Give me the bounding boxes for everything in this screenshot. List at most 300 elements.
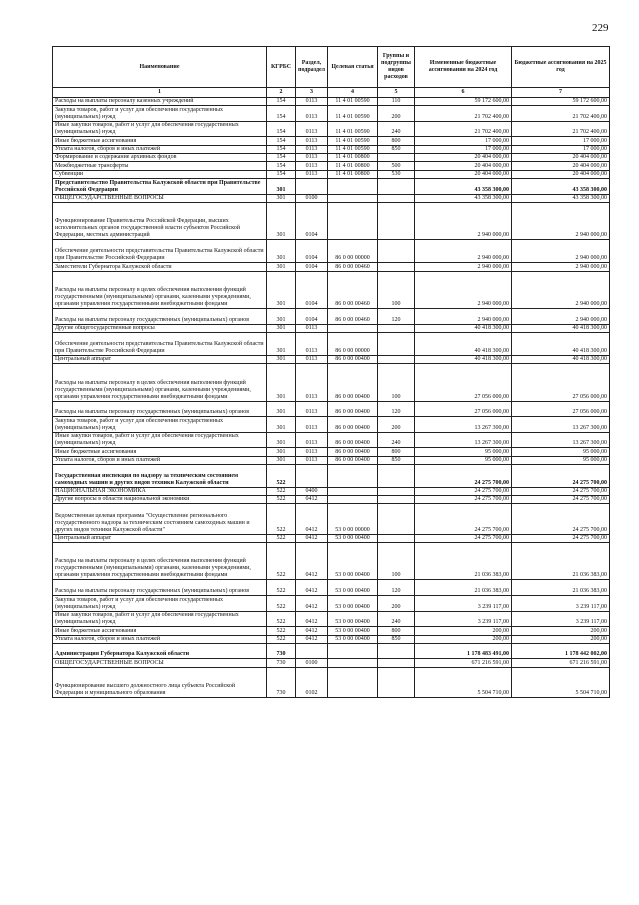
cell-section: 0113 (296, 324, 328, 332)
cell-group: 850 (378, 635, 415, 643)
cell-name: Расходы на выплаты персоналу государственных (муниципальных) органов (53, 309, 267, 325)
cell-amount-2025: 95 000,00 (512, 448, 610, 456)
cell-amount-2025: 1 178 442 002,00 (512, 643, 610, 659)
cell-kgrbs: 154 (267, 154, 296, 162)
cell-section: 0113 (296, 401, 328, 417)
cell-target: 11 4 01 00800 (328, 154, 378, 162)
cell-name: Уплата налогов, сборов и иных платежей (53, 635, 267, 643)
cell-amount-2024: 671 216 591,00 (415, 659, 512, 667)
col-index: 7 (512, 88, 610, 98)
cell-amount-2024: 24 275 700,00 (415, 487, 512, 495)
cell-amount-2024: 17 000,00 (415, 145, 512, 153)
cell-amount-2024: 24 275 700,00 (415, 465, 512, 488)
cell-group: 200 (378, 417, 415, 433)
cell-name: Расходы на выплаты персоналу государственных (муниципальных) органов (53, 401, 267, 417)
cell-amount-2025: 2 940 000,00 (512, 202, 610, 240)
cell-section: 0113 (296, 170, 328, 178)
cell-name: Обеспечение деятельности представительства Правительства Калужской области при Правительстве Российской Федерации (53, 240, 267, 263)
cell-name: Расходы на выплаты персоналу в целях обеспечения выполнения функций государственными (муниципальными) органами, казенными учреждениями, органами управления государственными внебюджетными фондами (53, 542, 267, 580)
cell-section: 0412 (296, 504, 328, 534)
cell-amount-2024: 200,00 (415, 635, 512, 643)
cell-amount-2024: 2 940 000,00 (415, 202, 512, 240)
cell-amount-2025: 200,00 (512, 627, 610, 635)
cell-amount-2024: 2 940 000,00 (415, 271, 512, 309)
cell-section: 0113 (296, 364, 328, 402)
cell-group (378, 332, 415, 355)
cell-target: 53 0 00 00000 (328, 504, 378, 534)
cell-target: 53 0 00 00400 (328, 534, 378, 542)
col-header-2024: Измененные бюджетные ассигнования на 2024 год (415, 47, 512, 88)
cell-name: НАЦИОНАЛЬНАЯ ЭКОНОМИКА (53, 487, 267, 495)
cell-target: 53 0 00 00400 (328, 635, 378, 643)
cell-target: 53 0 00 00400 (328, 542, 378, 580)
cell-target (328, 324, 378, 332)
cell-section: 0104 (296, 309, 328, 325)
cell-target (328, 659, 378, 667)
cell-amount-2025: 17 000,00 (512, 145, 610, 153)
cell-kgrbs: 301 (267, 202, 296, 240)
cell-amount-2024: 20 404 000,00 (415, 154, 512, 162)
table-row (53, 456, 610, 464)
cell-group (378, 659, 415, 667)
cell-name: Уплата налогов, сборов и иных платежей (53, 456, 267, 464)
cell-target (328, 178, 378, 194)
cell-target: 11 4 01 00800 (328, 170, 378, 178)
cell-name: Обеспечение деятельности представительства Правительства Калужской области при Правительстве Российской Федерации (53, 332, 267, 355)
col-header-group: Группы и подгруппы видов расходов (378, 47, 415, 88)
cell-amount-2025: 2 940 000,00 (512, 263, 610, 271)
table-row (53, 611, 610, 627)
cell-group: 100 (378, 271, 415, 309)
cell-amount-2024: 21 036 383,00 (415, 580, 512, 596)
cell-kgrbs: 301 (267, 271, 296, 309)
col-header-target: Целевая статья (328, 47, 378, 88)
cell-target (328, 643, 378, 659)
cell-section: 0104 (296, 240, 328, 263)
table-row (53, 465, 610, 488)
cell-group: 850 (378, 145, 415, 153)
cell-section (296, 643, 328, 659)
cell-target: 53 0 00 00400 (328, 580, 378, 596)
cell-amount-2025: 21 036 383,00 (512, 542, 610, 580)
cell-target: 11 4 01 00590 (328, 121, 378, 137)
cell-group (378, 178, 415, 194)
cell-target: 86 0 00 00400 (328, 401, 378, 417)
table-row (53, 121, 610, 137)
cell-amount-2025: 24 275 700,00 (512, 465, 610, 488)
cell-group: 200 (378, 596, 415, 612)
cell-group: 500 (378, 162, 415, 170)
cell-group (378, 643, 415, 659)
cell-group (378, 355, 415, 363)
cell-group: 800 (378, 448, 415, 456)
table-row (53, 263, 610, 271)
cell-group: 800 (378, 627, 415, 635)
cell-amount-2024: 43 358 300,00 (415, 194, 512, 202)
cell-group (378, 154, 415, 162)
cell-amount-2024: 20 404 000,00 (415, 170, 512, 178)
table-row (53, 309, 610, 325)
cell-amount-2025: 13 267 300,00 (512, 432, 610, 448)
cell-kgrbs: 154 (267, 137, 296, 145)
cell-name: Центральный аппарат (53, 355, 267, 363)
cell-section: 0113 (296, 106, 328, 122)
table-row (53, 635, 610, 643)
cell-section: 0113 (296, 456, 328, 464)
cell-amount-2025: 24 275 700,00 (512, 504, 610, 534)
cell-name: Межбюджетные трансферты (53, 162, 267, 170)
cell-group (378, 465, 415, 488)
cell-amount-2024: 21 036 383,00 (415, 542, 512, 580)
table-row (53, 534, 610, 542)
cell-group: 110 (378, 98, 415, 106)
cell-section: 0113 (296, 154, 328, 162)
cell-section (296, 465, 328, 488)
cell-amount-2025: 2 940 000,00 (512, 309, 610, 325)
cell-name: Другие вопросы в области национальной экономики (53, 496, 267, 504)
cell-target: 86 0 00 00000 (328, 240, 378, 263)
table-row (53, 643, 610, 659)
cell-kgrbs: 154 (267, 145, 296, 153)
cell-amount-2025: 27 056 000,00 (512, 401, 610, 417)
cell-kgrbs: 154 (267, 162, 296, 170)
cell-section: 0412 (296, 496, 328, 504)
cell-name: Закупка товаров, работ и услуг для обеспечения государственных (муниципальных) нужд (53, 596, 267, 612)
table-row (53, 580, 610, 596)
cell-target: 11 4 01 00590 (328, 106, 378, 122)
table-row (53, 194, 610, 202)
cell-amount-2025: 21 036 383,00 (512, 580, 610, 596)
cell-section: 0412 (296, 534, 328, 542)
table-row (53, 364, 610, 402)
cell-group (378, 324, 415, 332)
cell-amount-2025: 40 418 300,00 (512, 324, 610, 332)
table-body (53, 98, 610, 698)
cell-group: 240 (378, 611, 415, 627)
cell-name: ОБЩЕГОСУДАРСТВЕННЫЕ ВОПРОСЫ (53, 194, 267, 202)
cell-section: 0412 (296, 580, 328, 596)
cell-section: 0100 (296, 659, 328, 667)
cell-amount-2024: 13 267 300,00 (415, 432, 512, 448)
col-index: 6 (415, 88, 512, 98)
cell-amount-2024: 17 000,00 (415, 137, 512, 145)
cell-amount-2024: 2 940 000,00 (415, 309, 512, 325)
cell-section: 0113 (296, 145, 328, 153)
cell-amount-2024: 2 940 000,00 (415, 263, 512, 271)
cell-section: 0104 (296, 202, 328, 240)
cell-name: ОБЩЕГОСУДАРСТВЕННЫЕ ВОПРОСЫ (53, 659, 267, 667)
table-row (53, 178, 610, 194)
col-index: 4 (328, 88, 378, 98)
cell-amount-2025: 3 239 117,00 (512, 611, 610, 627)
table-row (53, 162, 610, 170)
cell-target: 86 0 00 00400 (328, 355, 378, 363)
cell-kgrbs: 154 (267, 121, 296, 137)
cell-name: Функционирование высшего должностного лица субъекта Российской Федерации и муниципального образования (53, 667, 267, 697)
cell-kgrbs: 522 (267, 611, 296, 627)
cell-name: Расходы на выплаты персоналу государственных (муниципальных) органов (53, 580, 267, 596)
cell-group: 530 (378, 170, 415, 178)
cell-amount-2025: 20 404 000,00 (512, 162, 610, 170)
table-row (53, 137, 610, 145)
cell-kgrbs: 730 (267, 643, 296, 659)
cell-section: 0412 (296, 611, 328, 627)
table-row (53, 98, 610, 106)
cell-amount-2024: 40 418 300,00 (415, 355, 512, 363)
cell-group: 240 (378, 432, 415, 448)
cell-amount-2024: 43 358 300,00 (415, 178, 512, 194)
table-row (53, 401, 610, 417)
table-row (53, 271, 610, 309)
cell-amount-2024: 2 940 000,00 (415, 240, 512, 263)
cell-name: Уплата налогов, сборов и иных платежей (53, 145, 267, 153)
page-number: 229 (592, 22, 609, 34)
cell-target: 86 0 00 00400 (328, 417, 378, 433)
table-row (53, 667, 610, 697)
cell-kgrbs: 522 (267, 496, 296, 504)
table-row (53, 627, 610, 635)
cell-target (328, 487, 378, 495)
cell-kgrbs: 301 (267, 324, 296, 332)
cell-amount-2025: 27 056 000,00 (512, 364, 610, 402)
cell-amount-2024: 20 404 000,00 (415, 162, 512, 170)
cell-amount-2025: 21 702 400,00 (512, 106, 610, 122)
cell-group: 120 (378, 580, 415, 596)
cell-amount-2025: 40 418 300,00 (512, 355, 610, 363)
cell-group: 100 (378, 542, 415, 580)
cell-target: 86 0 00 00460 (328, 309, 378, 325)
cell-name: Расходы на выплаты персоналу в целях обеспечения выполнения функций государственными (муниципальными) органами, казенными учреждениями, органами управления государственными внебюджетными фондами (53, 271, 267, 309)
cell-kgrbs: 522 (267, 635, 296, 643)
cell-amount-2024: 40 418 300,00 (415, 332, 512, 355)
table-row (53, 417, 610, 433)
cell-group (378, 534, 415, 542)
table-row (53, 448, 610, 456)
cell-amount-2024: 95 000,00 (415, 448, 512, 456)
cell-kgrbs: 730 (267, 667, 296, 697)
cell-kgrbs: 522 (267, 487, 296, 495)
budget-table (52, 46, 610, 698)
cell-kgrbs: 301 (267, 309, 296, 325)
cell-section (296, 178, 328, 194)
cell-section: 0100 (296, 194, 328, 202)
cell-group: 100 (378, 364, 415, 402)
cell-group: 120 (378, 309, 415, 325)
cell-target: 11 4 01 00800 (328, 162, 378, 170)
cell-amount-2024: 3 239 117,00 (415, 611, 512, 627)
cell-amount-2024: 24 275 700,00 (415, 504, 512, 534)
cell-section: 0113 (296, 137, 328, 145)
cell-name: Другие общегосударственные вопросы (53, 324, 267, 332)
cell-kgrbs: 522 (267, 534, 296, 542)
cell-amount-2024: 24 275 700,00 (415, 496, 512, 504)
cell-name: Субвенции (53, 170, 267, 178)
table-row (53, 332, 610, 355)
cell-amount-2025: 20 404 000,00 (512, 170, 610, 178)
cell-name: Иные закупки товаров, работ и услуг для обеспечения государственных (муниципальных) нужд (53, 432, 267, 448)
cell-amount-2025: 3 239 117,00 (512, 596, 610, 612)
header-row (53, 47, 610, 88)
cell-group: 240 (378, 121, 415, 137)
cell-name: Иные бюджетные ассигнования (53, 448, 267, 456)
cell-target: 11 4 01 00590 (328, 137, 378, 145)
cell-section: 0104 (296, 263, 328, 271)
cell-amount-2024: 40 418 300,00 (415, 324, 512, 332)
col-header-2025: Бюджетные ассигнования на 2025 год (512, 47, 610, 88)
cell-amount-2024: 1 178 483 491,00 (415, 643, 512, 659)
col-index: 1 (53, 88, 267, 98)
cell-amount-2025: 200,00 (512, 635, 610, 643)
col-header-kgrbs: КГРБС (267, 47, 296, 88)
table-row (53, 324, 610, 332)
cell-amount-2024: 3 239 117,00 (415, 596, 512, 612)
cell-amount-2024: 13 267 300,00 (415, 417, 512, 433)
cell-name: Иные бюджетные ассигнования (53, 627, 267, 635)
cell-amount-2025: 40 418 300,00 (512, 332, 610, 355)
column-index-row (53, 88, 610, 98)
cell-kgrbs: 301 (267, 456, 296, 464)
cell-amount-2025: 24 275 700,00 (512, 496, 610, 504)
cell-kgrbs: 522 (267, 504, 296, 534)
cell-name: Иные бюджетные ассигнования (53, 137, 267, 145)
cell-amount-2025: 2 940 000,00 (512, 240, 610, 263)
cell-section: 0412 (296, 596, 328, 612)
cell-target: 86 0 00 00460 (328, 263, 378, 271)
cell-kgrbs: 730 (267, 659, 296, 667)
cell-name: Заместители Губернатора Калужской области (53, 263, 267, 271)
cell-target: 11 4 01 00590 (328, 145, 378, 153)
cell-amount-2024: 21 702 400,00 (415, 106, 512, 122)
cell-target (328, 667, 378, 697)
cell-target (328, 465, 378, 488)
cell-name: Расходы на выплаты персоналу казенных учреждений (53, 98, 267, 106)
cell-kgrbs: 301 (267, 194, 296, 202)
cell-amount-2025: 43 358 300,00 (512, 178, 610, 194)
cell-kgrbs: 154 (267, 98, 296, 106)
cell-amount-2025: 43 358 300,00 (512, 194, 610, 202)
cell-kgrbs: 301 (267, 448, 296, 456)
cell-group: 120 (378, 401, 415, 417)
col-index: 5 (378, 88, 415, 98)
cell-section: 0104 (296, 271, 328, 309)
cell-group: 800 (378, 137, 415, 145)
cell-name: Иные закупки товаров, работ и услуг для обеспечения государственных (муниципальных) нужд (53, 611, 267, 627)
table-row (53, 542, 610, 580)
cell-name: Ведомственная целевая программа "Осуществление регионального государственного надзора за техническим состоянием самоходных машин и других видов техники Калужской области" (53, 504, 267, 534)
cell-section: 0113 (296, 98, 328, 106)
cell-section: 0102 (296, 667, 328, 697)
cell-group (378, 263, 415, 271)
cell-name: Формирование и содержание архивных фондов (53, 154, 267, 162)
table-row (53, 496, 610, 504)
cell-target: 86 0 00 00400 (328, 456, 378, 464)
cell-group (378, 240, 415, 263)
cell-group (378, 667, 415, 697)
cell-name: Расходы на выплаты персоналу в целях обеспечения выполнения функций государственными (муниципальными) органами, казенными учреждениями, органами управления государственными внебюджетными фондами (53, 364, 267, 402)
cell-kgrbs: 301 (267, 401, 296, 417)
cell-kgrbs: 301 (267, 240, 296, 263)
cell-section: 0113 (296, 162, 328, 170)
cell-kgrbs: 301 (267, 263, 296, 271)
cell-group (378, 504, 415, 534)
cell-amount-2024: 59 172 600,00 (415, 98, 512, 106)
cell-kgrbs: 522 (267, 465, 296, 488)
cell-target (328, 496, 378, 504)
cell-amount-2025: 95 000,00 (512, 456, 610, 464)
cell-kgrbs: 522 (267, 627, 296, 635)
cell-amount-2024: 21 702 400,00 (415, 121, 512, 137)
cell-name: Центральный аппарат (53, 534, 267, 542)
cell-section: 0113 (296, 355, 328, 363)
table-row (53, 596, 610, 612)
cell-group (378, 194, 415, 202)
cell-kgrbs: 301 (267, 417, 296, 433)
cell-amount-2025: 13 267 300,00 (512, 417, 610, 433)
table-row (53, 240, 610, 263)
table-row (53, 659, 610, 667)
cell-section: 0412 (296, 542, 328, 580)
col-index: 2 (267, 88, 296, 98)
cell-target: 86 0 00 00400 (328, 364, 378, 402)
cell-kgrbs: 522 (267, 542, 296, 580)
cell-amount-2024: 24 275 700,00 (415, 534, 512, 542)
table-row (53, 145, 610, 153)
cell-amount-2024: 5 504 710,00 (415, 667, 512, 697)
cell-amount-2025: 671 216 591,00 (512, 659, 610, 667)
cell-amount-2024: 200,00 (415, 627, 512, 635)
cell-target: 53 0 00 00400 (328, 611, 378, 627)
cell-amount-2024: 27 056 000,00 (415, 401, 512, 417)
cell-kgrbs: 154 (267, 106, 296, 122)
cell-name: Функционирование Правительства Российской Федерации, высших исполнительных органов государственной власти субъектов Российской Федерации, местных администраций (53, 202, 267, 240)
cell-kgrbs: 301 (267, 355, 296, 363)
cell-kgrbs: 301 (267, 178, 296, 194)
cell-amount-2024: 27 056 000,00 (415, 364, 512, 402)
cell-section: 0412 (296, 627, 328, 635)
cell-name: Представительство Правительства Калужской области при Правительстве Российской Федерации (53, 178, 267, 194)
col-header-name: Наименование (53, 47, 267, 88)
col-index: 3 (296, 88, 328, 98)
cell-name: Закупка товаров, работ и услуг для обеспечения государственных (муниципальных) нужд (53, 106, 267, 122)
cell-amount-2025: 21 702 400,00 (512, 121, 610, 137)
cell-group: 850 (378, 456, 415, 464)
table-row (53, 487, 610, 495)
cell-target: 86 0 00 00000 (328, 332, 378, 355)
table-row (53, 170, 610, 178)
cell-section: 0113 (296, 332, 328, 355)
cell-amount-2025: 17 000,00 (512, 137, 610, 145)
cell-kgrbs: 154 (267, 170, 296, 178)
table-row (53, 106, 610, 122)
cell-group (378, 487, 415, 495)
cell-target: 86 0 00 00400 (328, 448, 378, 456)
table-row (53, 202, 610, 240)
table-row (53, 504, 610, 534)
cell-name: Администрация Губернатора Калужской области (53, 643, 267, 659)
col-header-section: Раздел, подраздел (296, 47, 328, 88)
cell-group (378, 202, 415, 240)
cell-amount-2025: 24 275 700,00 (512, 534, 610, 542)
cell-amount-2025: 20 404 000,00 (512, 154, 610, 162)
cell-amount-2025: 5 504 710,00 (512, 667, 610, 697)
cell-target: 86 0 00 00400 (328, 432, 378, 448)
cell-target: 86 0 00 00460 (328, 271, 378, 309)
cell-kgrbs: 301 (267, 364, 296, 402)
cell-section: 0113 (296, 448, 328, 456)
cell-group (378, 496, 415, 504)
cell-name: Государственная инспекция по надзору за техническим состоянием самоходных машин и других видов техники Калужской области (53, 465, 267, 488)
table-row (53, 355, 610, 363)
